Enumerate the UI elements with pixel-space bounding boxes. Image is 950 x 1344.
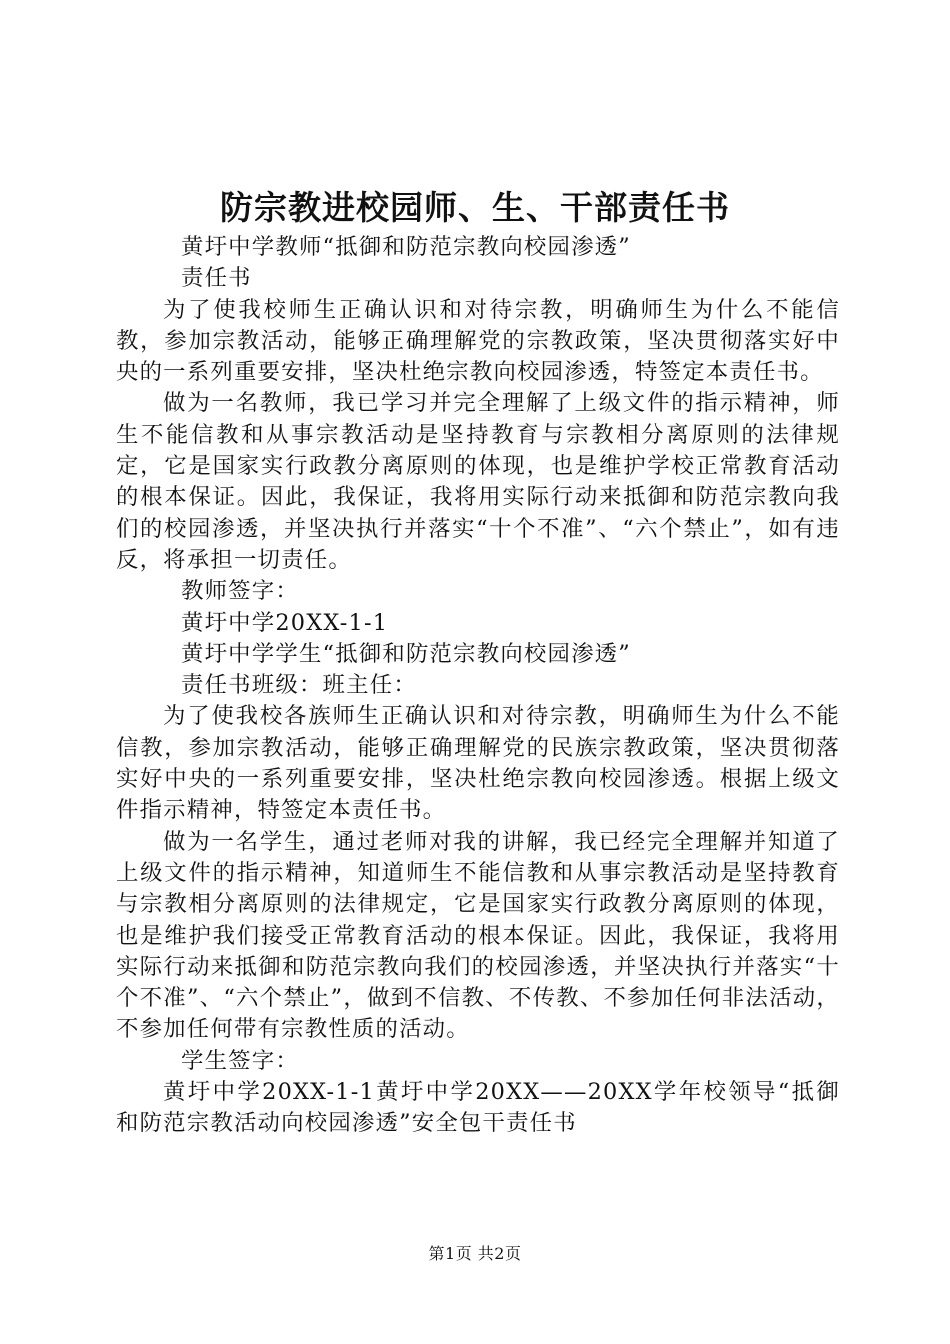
document-title: 防宗教进校园师、生、干部责任书	[220, 188, 730, 227]
teacher-heading-line2: 责任书	[181, 265, 252, 292]
teacher-heading-line1: 黄圩中学教师“抵御和防范宗教向校园渗透”	[181, 234, 631, 260]
student-heading-line2: 责任书班级：班主任：	[181, 672, 417, 699]
page-number: 第1页 共2页	[428, 1244, 522, 1263]
teacher-signature: 教师签字：	[181, 578, 299, 605]
document-body	[116, 232, 840, 1140]
student-paragraph-2: 做为一名学生，通过老师对我的讲解，我已经完全理解并知道了上级文件的指示精神，知道师生不能信教和从事宗教活动是坚持教育与宗教相分离原则的法律规定，它是国家实行政教分离原则的体现，也是维护我们接受正常教育活动的根本保证。因此，我保证，我将用实际行动来抵御和防范宗教向我们的校园渗透，并坚决执行并落实“十个不准”、“六个禁止”，做到不信教、不传教、不参加任何非法活动，不参加任何带有宗教性质的活动。	[116, 828, 840, 1043]
student-heading-line1: 黄圩中学学生“抵御和防范宗教向校园渗透”	[181, 640, 631, 667]
leader-paragraph: 黄圩中学20XX-1-1黄圩中学20XX——20XX学年校领导“抵御和防范宗教活动向校园渗透”安全包干责任书	[116, 1079, 840, 1137]
student-signature: 学生签字：	[181, 1047, 299, 1074]
teacher-date: 黄圩中学20XX-1-1	[181, 609, 389, 636]
teacher-paragraph-1: 为了使我校师生正确认识和对待宗教，明确师生为什么不能信教，参加宗教活动，能够正确理解党的宗教政策，坚决贯彻落实好中央的一系列重要安排，坚决杜绝宗教向校园渗透，特签定本责任书。	[116, 296, 840, 386]
teacher-paragraph-2: 做为一名教师，我已学习并完全理解了上级文件的指示精神，师生不能信教和从事宗教活动是坚持教育与宗教相分离原则的法律规定，它是国家实行政教分离原则的体现，也是维护学校正常教育活动的根本保证。因此，我保证，我将用实际行动来抵御和防范宗教向我们的校园渗透，并坚决执行并落实“十个不准”、“六个禁止”，如有违反，将承担一切责任。	[116, 390, 840, 573]
student-paragraph-1: 为了使我校各族师生正确认识和对待宗教，明确师生为什么不能信教，参加宗教活动，能够正确理解党的民族宗教政策，坚决贯彻落实好中央的一系列重要安排，坚决杜绝宗教向校园渗透。根据上级文件指示精神，特签定本责任书。	[116, 703, 840, 824]
